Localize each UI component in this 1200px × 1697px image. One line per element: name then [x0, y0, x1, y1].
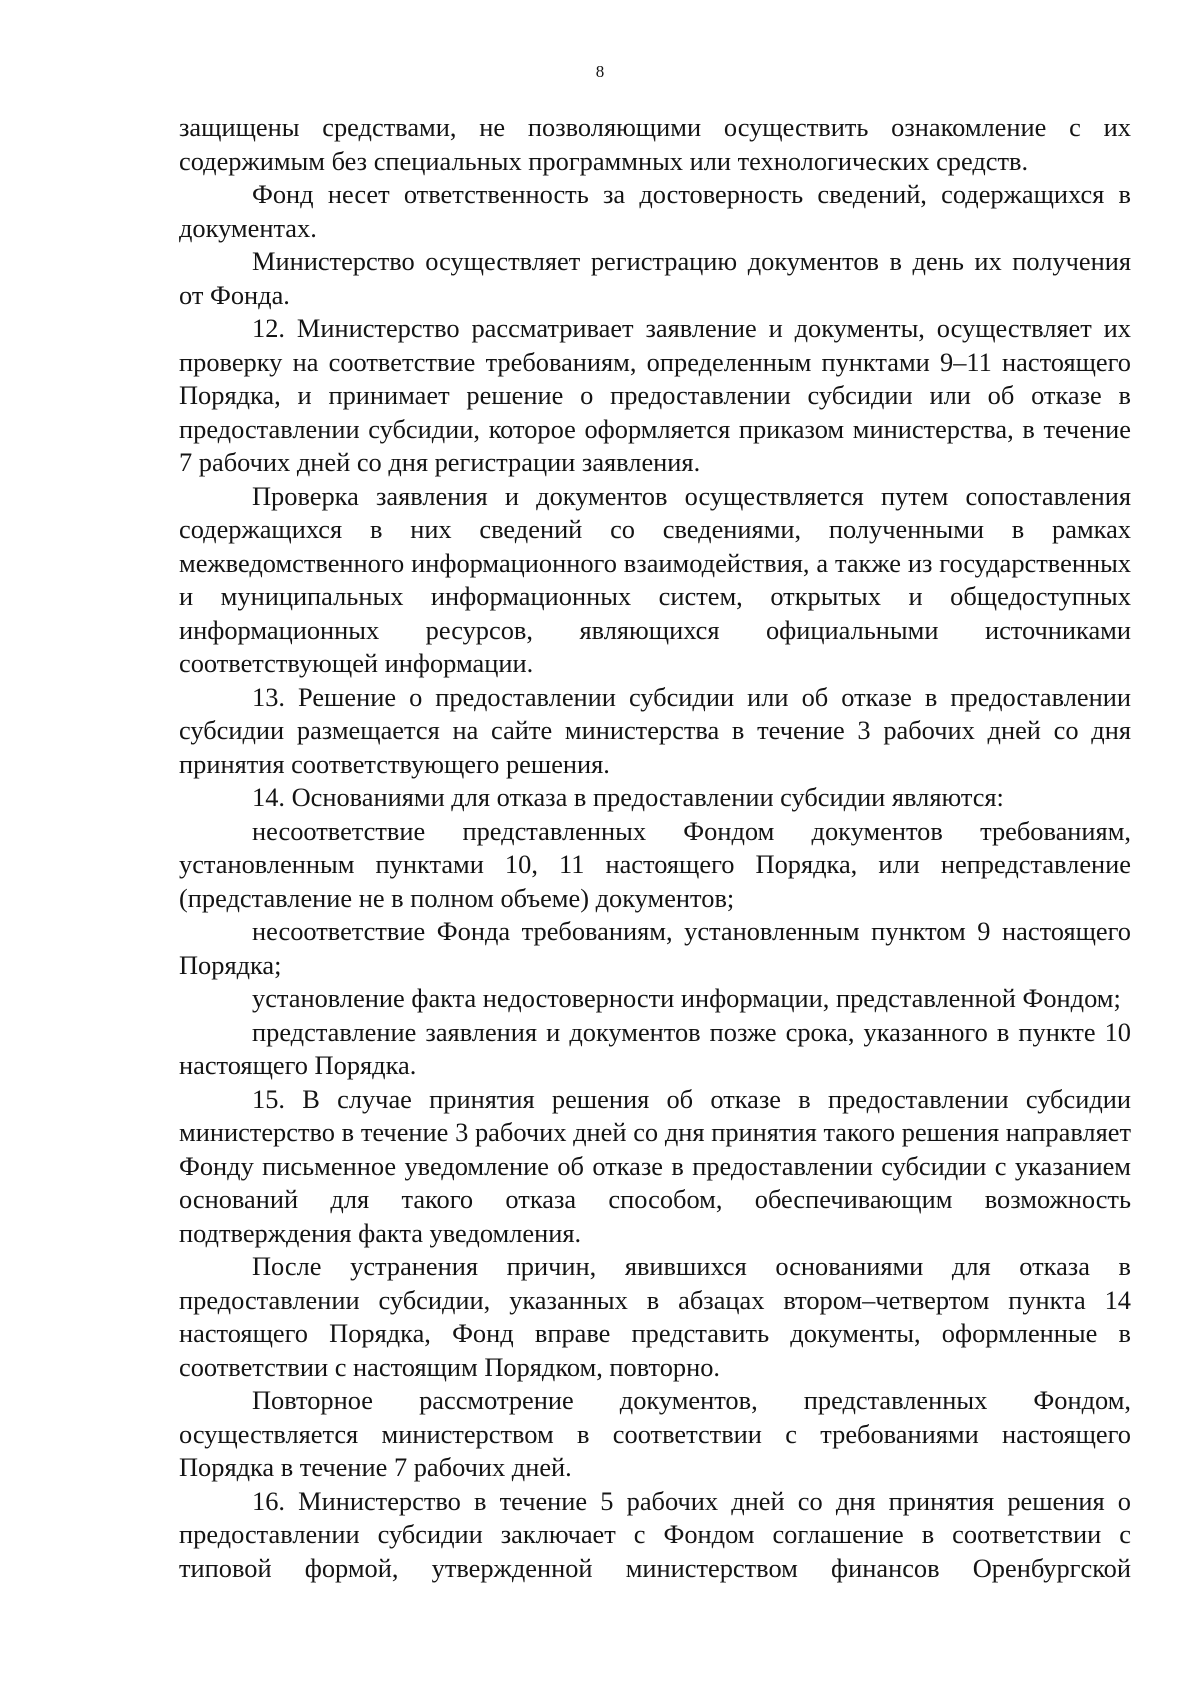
paragraph-continuation: защищены средствами, не позволяющими осуществить ознакомление с их содержимым без специальных программных или технологических средств.	[179, 112, 1131, 176]
paragraph-refusal-ground-2: несоответствие Фонда требованиям, установленным пунктом 9 настоящего Порядка;	[179, 916, 1131, 980]
paragraph-resubmission: После устранения причин, явившихся основаниями для отказа в предоставлении субсидии, указанных в абзацах втором–четвертом пункта 14 настоящего Порядка, Фонд вправе представить документы, оформленные в соответствии с настоящим Порядком, повторно.	[179, 1251, 1131, 1382]
paragraph-clause-13: 13. Решение о предоставлении субсидии или об отказе в предоставлении субсидии размещается на сайте министерства в течение 3 рабочих дней со дня принятия соответствующего решения.	[179, 681, 1131, 779]
document-body	[179, 111, 1131, 1585]
paragraph-refusal-ground-3: установление факта недостоверности информации, представленной Фондом;	[252, 983, 1121, 1013]
paragraph-clause-12: 12. Министерство рассматривает заявление и документы, осуществляет их проверку на соответствие требованиям, определенным пунктами 9–11 настоящего Порядка, и принимает решение о предоставлении субсидии или об отказе в предоставлении субсидии, которое оформляется приказом министерства, в течение 7 рабочих дней со дня регистрации заявления.	[179, 313, 1131, 477]
paragraph-clause-16: 16. Министерство в течение 5 рабочих дней со дня принятия решения о предоставлении субсидии заключает с Фондом соглашение в соответствии с типовой формой, утвержденной министерством финансов Оренбургской	[179, 1485, 1131, 1583]
paragraph-registration: Министерство осуществляет регистрацию документов в день их получения от Фонда.	[179, 246, 1131, 310]
paragraph-verification: Проверка заявления и документов осуществляется путем сопоставления содержащихся в них сведений со сведениями, полученными в рамках межведомственного информационного взаимодействия, а также из государственных и муниципальных информационных систем, открытых и общедоступных информационных ресурсов, являющихся официальными источниками соответствующей информации.	[179, 480, 1131, 678]
paragraph-refusal-ground-4: представление заявления и документов позже срока, указанного в пункте 10 настоящего Порядка.	[179, 1016, 1131, 1080]
page-number: 8	[595, 62, 605, 81]
paragraph-repeat-review: Повторное рассмотрение документов, представленных Фондом, осуществляется министерством в соответствии с требованиями настоящего Порядка в течение 7 рабочих дней.	[179, 1385, 1131, 1482]
paragraph-clause-15: 15. В случае принятия решения об отказе в предоставлении субсидии министерство в течение 3 рабочих дней со дня принятия такого решения направляет Фонду письменное уведомление об отказе в предоставлении субсидии с указанием оснований для такого отказа способом, обеспечивающим возможность подтверждения факта уведомления.	[179, 1083, 1131, 1248]
paragraph-fund-responsibility: Фонд несет ответственность за достоверность сведений, содержащихся в документах.	[179, 179, 1131, 243]
paragraph-clause-14: 14. Основаниями для отказа в предоставлении субсидии являются:	[252, 782, 1004, 812]
paragraph-refusal-ground-1: несоответствие представленных Фондом документов требованиям, установленным пунктами 10, 11 настоящего Порядка, или непредставление (представление не в полном объеме) документов;	[179, 815, 1131, 913]
